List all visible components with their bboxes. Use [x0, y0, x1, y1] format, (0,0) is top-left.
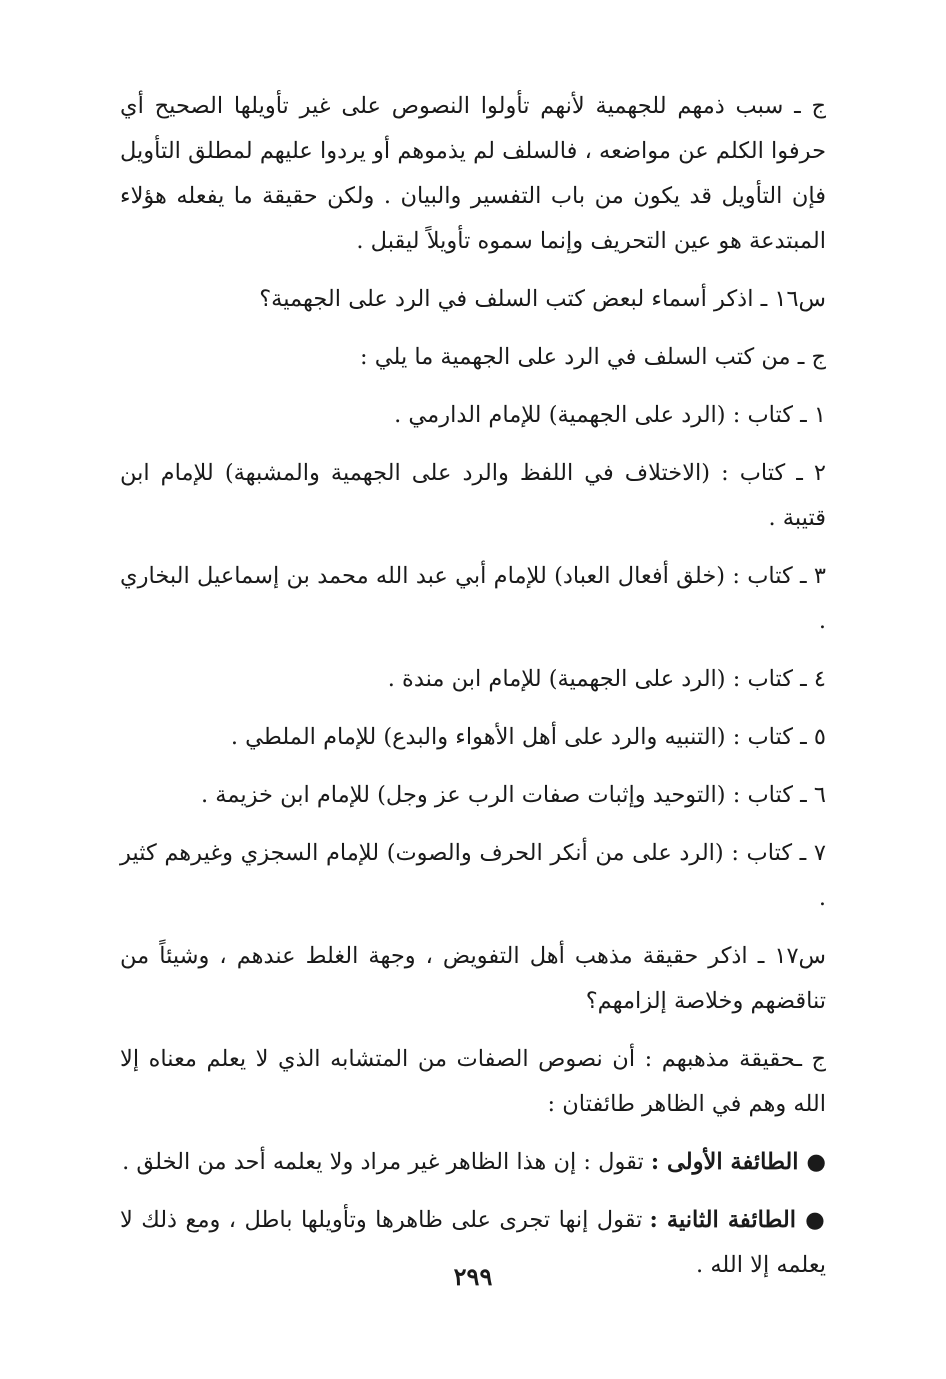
book-item-7: ٧ ـ كتاب : (الرد على من أنكر الحرف والصوت) للإمام السجزي وغيرهم كثير . — [120, 840, 826, 911]
group-1-label: ● الطائفة الأولى : — [650, 1149, 826, 1175]
answer-16-intro: ج ـ من كتب السلف في الرد على الجهمية ما يلي : — [360, 344, 826, 370]
book-item-1: ١ ـ كتاب : (الرد على الجهمية) للإمام الدارمي . — [394, 402, 826, 428]
question-17: س١٧ ـ اذكر حقيقة مذهب أهل التفويض ، وجهة الغلط عندهم ، وشيئاً من تناقضهم وخلاصة إلزامهم؟ — [120, 943, 826, 1014]
group-2-text: تقول إنها تجرى على ظاهرها وتأويلها باطل ، ومع ذلك لا يعلمه إلا الله . — [120, 1207, 826, 1278]
book-item-3: ٣ ـ كتاب : (خلق أفعال العباد) للإمام أبي عبد الله محمد بن إسماعيل البخاري . — [120, 563, 826, 634]
group-1-text: تقول : إن هذا الظاهر غير مراد ولا يعلمه أحد من الخلق . — [122, 1149, 651, 1175]
book-item-4: ٤ ـ كتاب : (الرد على الجهمية) للإمام ابن مندة . — [387, 666, 826, 692]
book-item-2: ٢ ـ كتاب : (الاختلاف في اللفظ والرد على الجهمية والمشبهة) للإمام ابن قتيبة . — [120, 460, 826, 531]
answer-17-intro: ج ـحقيقة مذهبهم : أن نصوص الصفات من المتشابه الذي لا يعلم معناه إلا الله وهم في الظاهر طائفتان : — [120, 1046, 826, 1117]
book-item-6: ٦ ـ كتاب : (التوحيد وإثبات صفات الرب عز وجل) للإمام ابن خزيمة . — [200, 782, 826, 808]
answer-15: ج ـ سبب ذمهم للجهمية لأنهم تأولوا النصوص على غير تأويلها الصحيح أي حرفوا الكلم عن مواضعه ، فالسلف لم يذموهم أو يردوا عليهم لمطلق التأويل فإن التأويل قد يكون من باب التفسير والبيان . ولكن حقيقة ما يفعله هؤلاء المبتدعة هو عين التحريف وإنما سموه تأويلاً ليقبل . — [120, 93, 826, 254]
question-16: س١٦ ـ اذكر أسماء لبعض كتب السلف في الرد على الجهمية؟ — [259, 286, 826, 312]
book-item-5: ٥ ـ كتاب : (التنبيه والرد على أهل الأهواء والبدع) للإمام الملطي . — [230, 724, 826, 750]
page-body — [120, 84, 826, 1301]
page-number: ٢٩٩ — [453, 1262, 493, 1291]
group-1 — [120, 1140, 826, 1185]
group-2-label: ● الطائفة الثانية : — [649, 1207, 826, 1233]
